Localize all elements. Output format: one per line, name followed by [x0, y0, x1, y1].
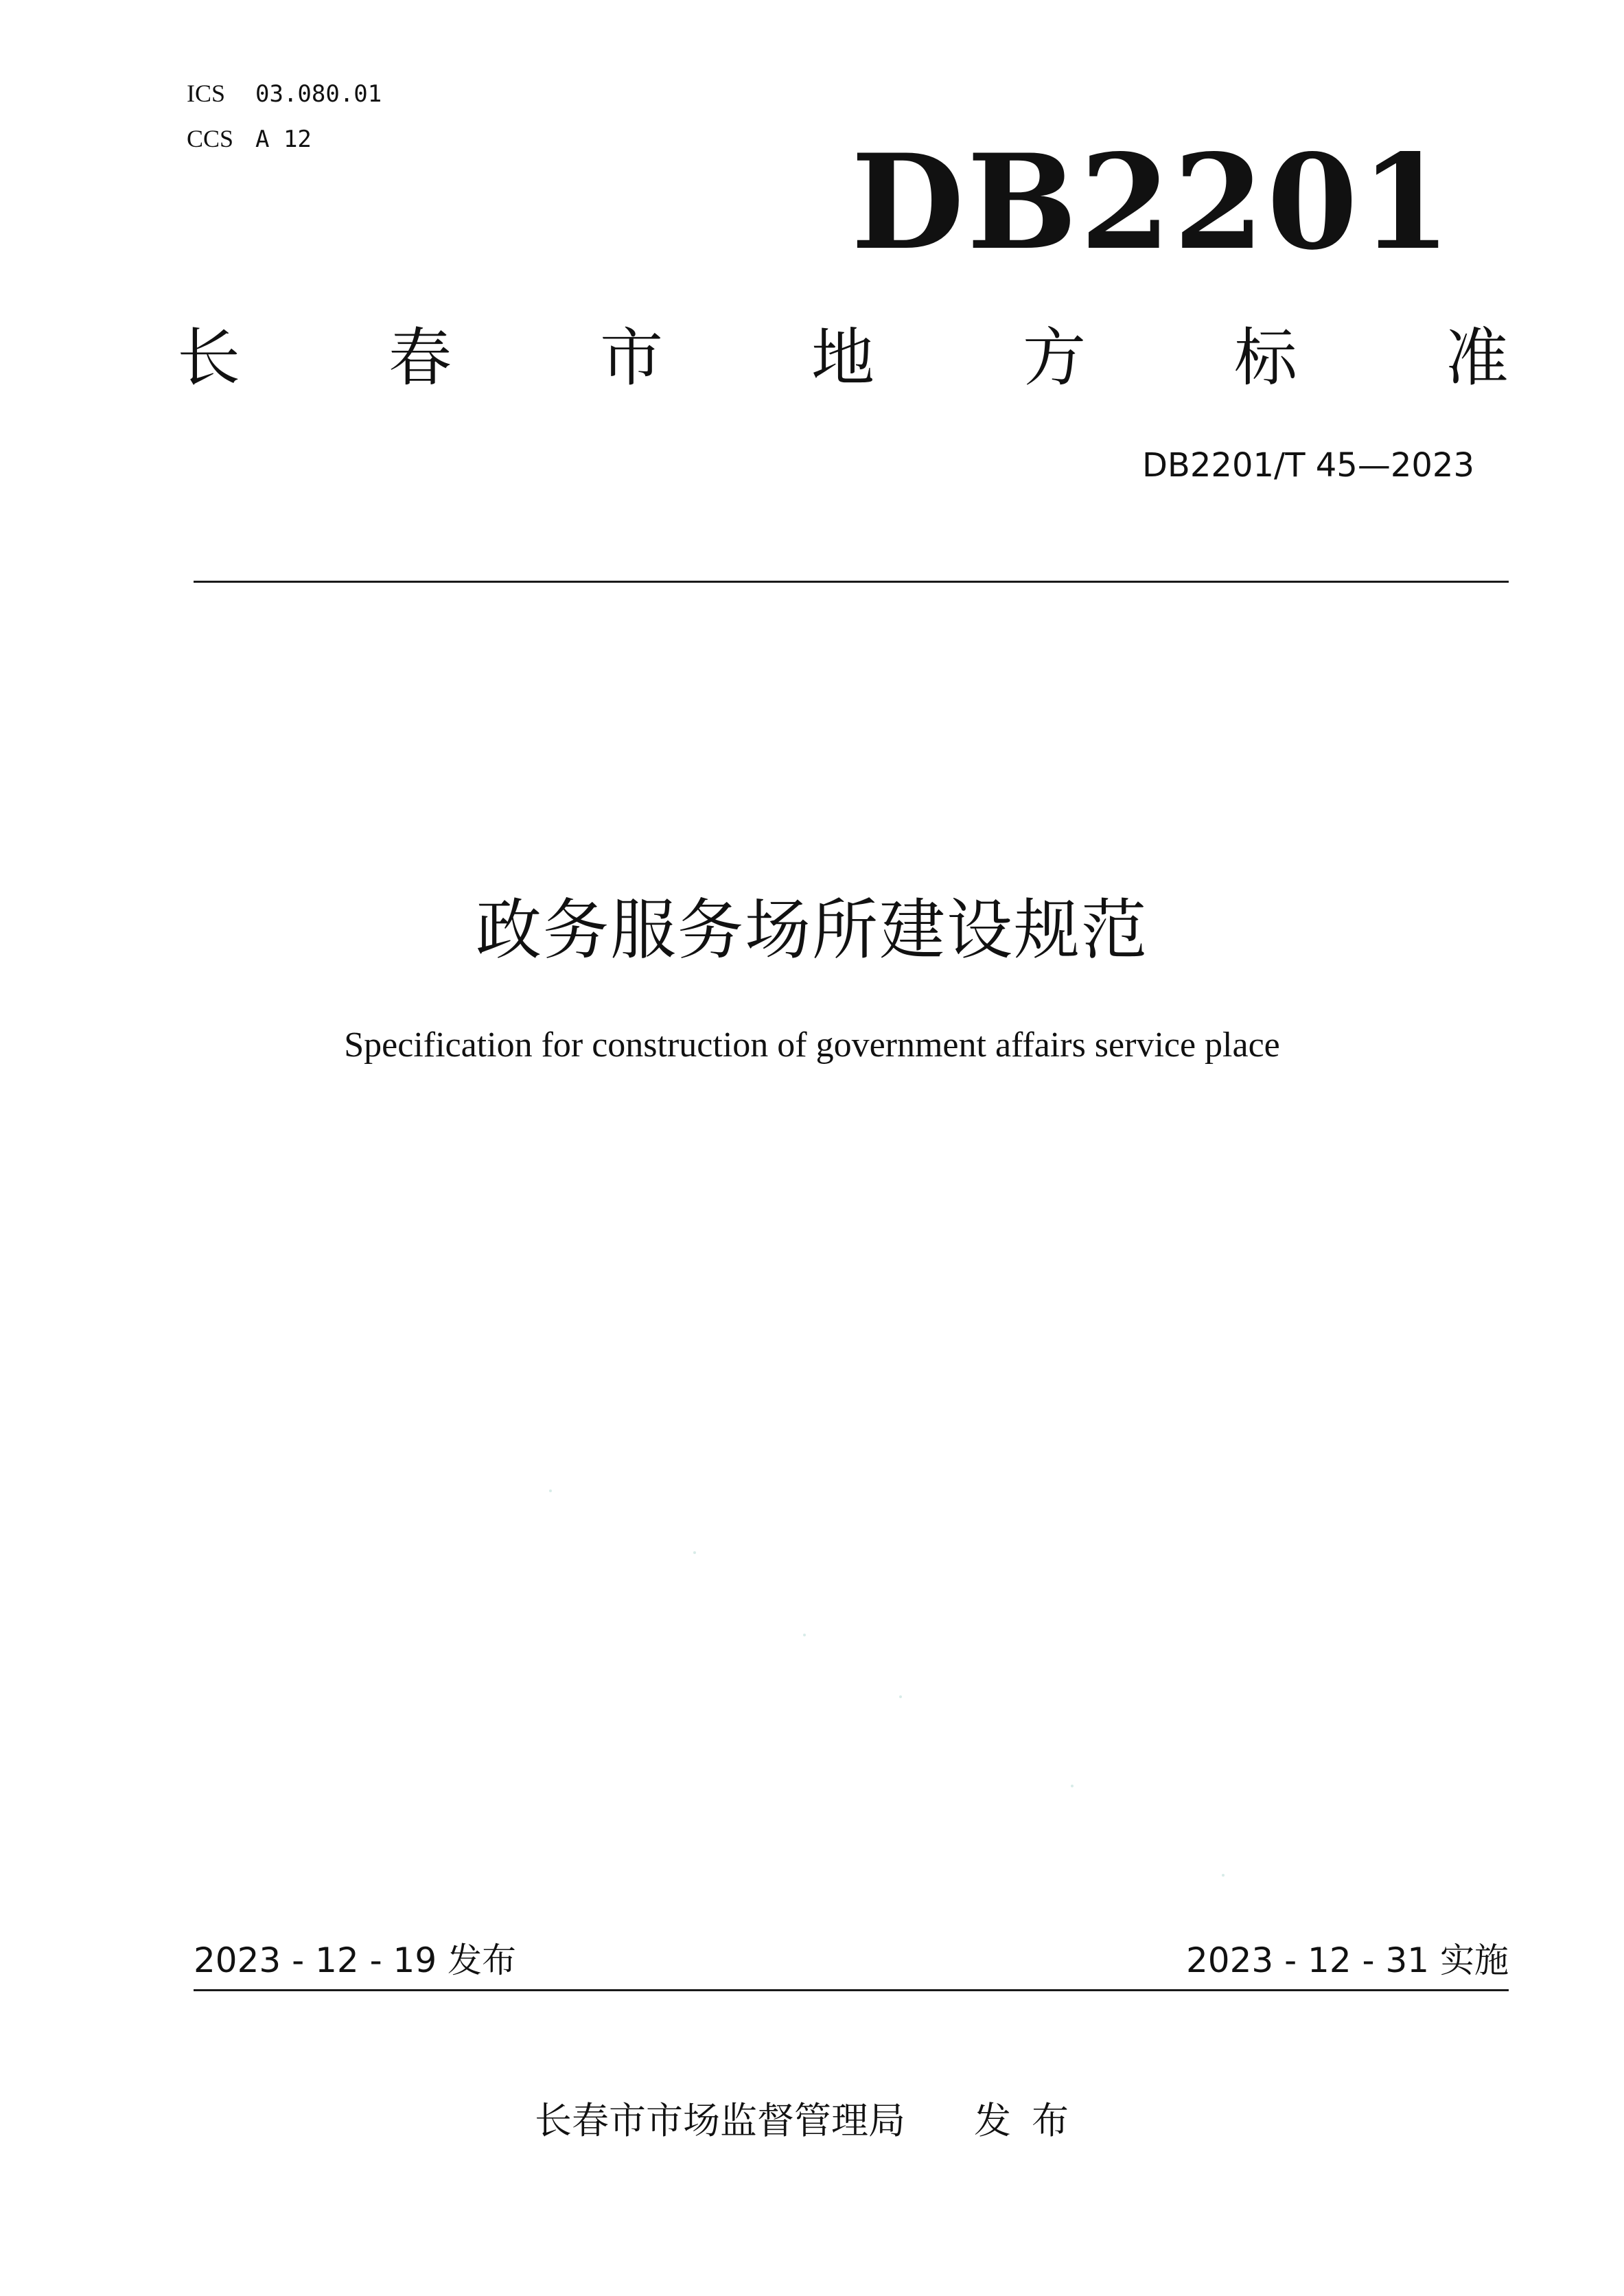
publisher-action: 发布 [974, 2099, 1089, 2142]
ics-label: ICS [187, 80, 226, 107]
standard-type-char: 地 [811, 321, 874, 395]
standard-type-char: 方 [1022, 321, 1086, 395]
standard-type-char: 春 [388, 321, 452, 395]
standard-type-title [177, 317, 1509, 399]
standard-type-char: 标 [1233, 321, 1297, 395]
standard-type-char: 长 [177, 321, 241, 395]
document-title-en: Specification for construction of government affairs service place [344, 1025, 1280, 1065]
scan-speck [1071, 1785, 1074, 1787]
scan-speck [549, 1489, 552, 1492]
standard-type-char: 市 [599, 321, 663, 395]
ics-code: 03.080.01 [255, 80, 382, 108]
implementation-date: 2023 - 12 - 31 实施 [1185, 1940, 1509, 1980]
scan-speck [803, 1634, 806, 1636]
standard-number: DB2201/T 45—2023 [1141, 446, 1474, 485]
document-title-cn: 政务服务场所建设规范 [476, 892, 1148, 969]
ics-line [187, 76, 382, 111]
bottom-divider [194, 1989, 1509, 1991]
ccs-label: CCS [187, 125, 234, 152]
publisher-name: 长春市市场监督管理局 [535, 2099, 905, 2142]
scan-speck [899, 1695, 902, 1698]
issue-date: 2023 - 12 - 19 发布 [194, 1940, 517, 1980]
scan-speck [693, 1551, 696, 1554]
top-divider [194, 581, 1509, 583]
standard-mark: DB2201 [851, 126, 1454, 279]
ccs-line [187, 121, 312, 156]
scan-speck [1222, 1874, 1225, 1877]
ccs-code: A 12 [255, 126, 312, 153]
standard-type-char: 准 [1445, 321, 1509, 395]
publisher-line [275, 2096, 1349, 2146]
